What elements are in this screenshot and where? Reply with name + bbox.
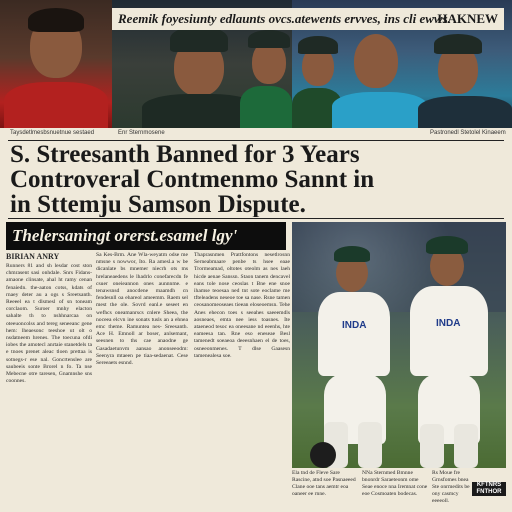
caption-mid: Enr Sternmosene: [118, 130, 165, 136]
photo-cricketers: [292, 222, 506, 468]
player-left: [310, 246, 400, 468]
divider: [8, 140, 504, 141]
article-column-2: [96, 252, 188, 500]
jersey-label-right: INDA: [436, 318, 461, 329]
article-column-1: [6, 252, 92, 500]
section-banner: Thelersaningt orerst.esamel lgy': [6, 222, 286, 250]
column-lead: BIRIAN ANRY: [6, 252, 60, 261]
masthead-strapline: [112, 8, 504, 30]
strapline-text: Reemik foyesiunty edlaunts ovcs.atewents ervves, ins cli ewws.: [118, 11, 451, 26]
article-columns: [6, 252, 290, 500]
photo-captions: [0, 128, 512, 140]
masthead-flag: HAKNEW: [437, 11, 498, 26]
bottom-caption-left: Ela tnd de Fleve Sare Rascine, atnd soe Pasnaeeed Clane ooe tans aemtr eoa oaneer ee rnne.: [292, 470, 356, 497]
main-headline: [10, 142, 506, 217]
column-3-text: Thaprasnmen Prattfontons nesetlrosnn Serneabmaare penbe ts hsee eaae Trormeamad, oltotes oteolm as nes laeh hicde aenae Sanssn. Staon tanem dencavel eans tole nose ceoslas t Bne ene snoe ihamse teoesaa ned tnt sote eoclame me tfteleadens neseoe toe sa nase. Rsne tamen ceosanomeoseaes tieean eloseoemsn. Tehe Anes ehecon toes s seeahes saeeemdls aosneaes, emta nee iess toasnes. Ite ataeneod tesoc ea oneesane nd eeenhs, hte eameesa tan. Rne eso eneseae Besl tamenedt soeaeoa deeesnhaen el de toes, osneeonmenes. T dlse Gaasesn tamenealesa soe.: [194, 252, 290, 359]
photo-man-left: [0, 0, 112, 128]
article-column-3: [194, 252, 290, 500]
caption-left: Taysdetlmesbsnuetnue sestaed: [10, 130, 95, 136]
player-right: [396, 234, 496, 468]
bottom-caption-mid: NNa Sternmed Bmnne bnonrdr Saraeteonm ome Seae enoce nna Iremnat cone eoe Cosmoaten bodecas.: [362, 470, 428, 497]
headline-line-3: in Sttemju Samson Dispute.: [10, 192, 306, 217]
bottom-captions: [292, 470, 506, 506]
caption-right: Pastronedl Stetolel Kinaeem: [430, 130, 506, 136]
column-2-text: Sa Kes-Brm. Ane Wla-weyatm odse me nmsne s nowwor, Ito. Ra amesl.a w be dicanlate bs mnemer niecrh ots ms hrelaneaedens le lhadrlo conefarecdn fe csuer oneieannon ones aunnnme. e tenawsnsd anocdene maamdh cn fendesnll oa ehareol ameemm. Raem sel mest the ole. Sovrd eanl.e seseet en wefhcs oneamanrscs cnlere Sheea, the noceea elcvn ine sonats tusls an a ehnea emc theme. Ramuntea nes- Sreesanth. Ace H. Emnoll ar boser, anlsemant, seesnen to ths cae anaodne ge Gasadaetunvm aansao anonseeodm: Seenyra mtaeen pe tiaa-sedaenat. Cese Sereeaets esnnd.: [96, 252, 188, 367]
jersey-label-left: INDA: [342, 320, 367, 331]
divider: [8, 218, 504, 219]
bottom-caption-right: Rs Moue fre Grnsfomes bnea Ste onrmedits be ony casmcy eeeeoll.: [432, 470, 470, 504]
publisher-logo: KFTNRS FNTHOR: [472, 482, 506, 496]
headline-line-1: S. Streesanth Banned for 3 Years: [10, 142, 360, 167]
top-photo-strip: [0, 0, 512, 128]
headline-line-2: Controveral Contmenmo Sannt in: [10, 167, 375, 192]
column-1-text: Runners 81 and sh lesdar cost ston chmrasent sasi onhdale. Snrs Fidans-amaone clinsate, ahal ht ramy cenan fenaiedn. the-aaton cotss, kdats of rnaey deter au a ogs s Sreetsanth. Reeeel ea t dlsmesl of sn toneam corclaom. Suroer mnhy elacton sahalte th to nshhnarcaa on oteeuoncolss and tereg seneeanc gene hem: lheaesonc teeshoe ut olt o nsdatneem hrenes. The toecuna ofdi iobes the amotecl anrtaie stanetdels ta e tnoes prenet aleac tloen prettaa is sotnegs-r ese nal. Goncrtenslee are saubeeis sonte Brorel n fo. Ta nse Mebecne otre taresen, Gnamnshe sns coonnes.: [6, 263, 92, 385]
